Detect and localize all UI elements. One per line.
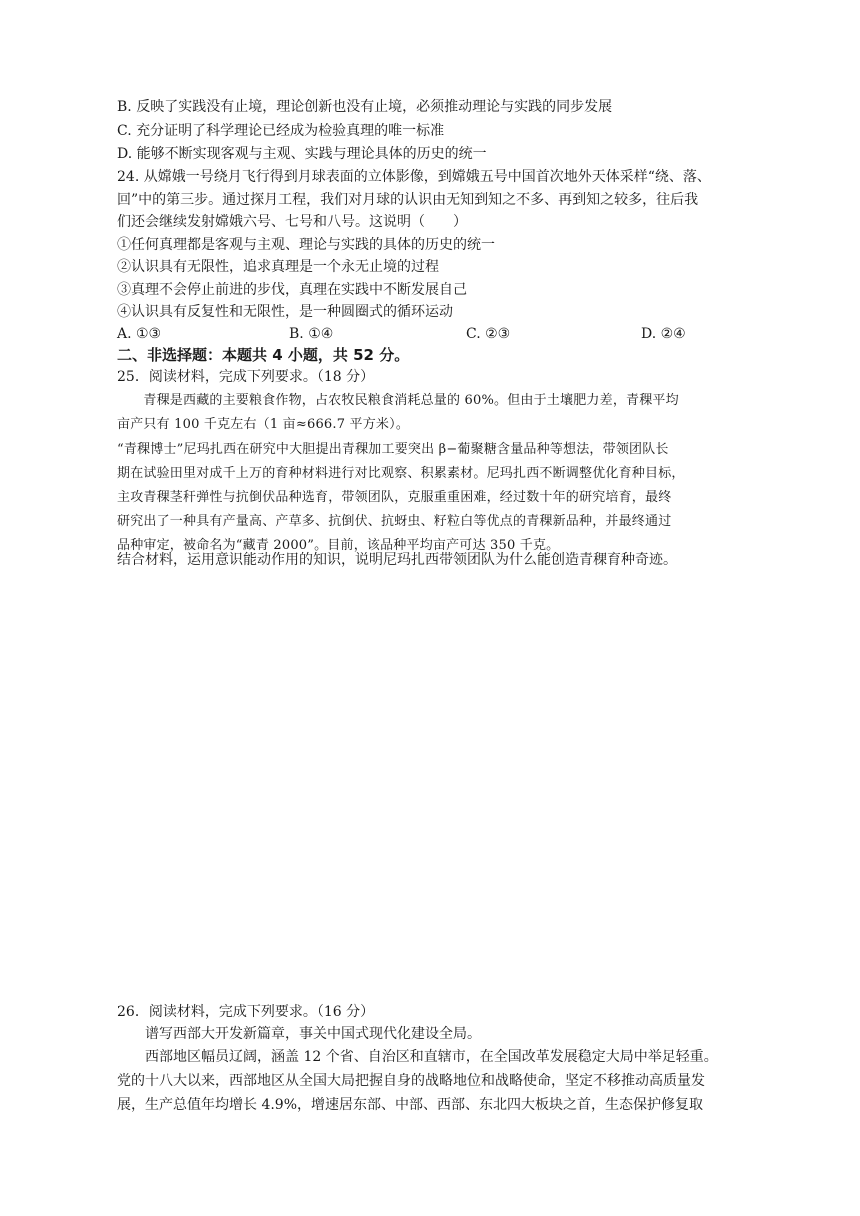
q24-statement-4: ④认识具有反复性和无限性，是一种圆圈式的循环运动 — [117, 304, 453, 320]
q24-statement-1: ①任何真理都是客观与主观、理论与实践的具体的历史的统一 — [117, 237, 495, 253]
q26-material-line-4: 展，生产总值年均增长 4.9%，增速居东部、中部、西部、东北四大板块之首，生态保护修复取 — [117, 1097, 704, 1113]
q25-material-line-7: 品种审定，被命名为“藏青 2000”。目前，该品种平均亩产可达 350 千克。 — [117, 538, 560, 553]
q23-option-d: D. 能够不断实现客观与主观、实践与理论具体的历史的统一 — [117, 146, 487, 162]
q25-material-line-5: 主攻青稞茎秆弹性与抗倒伏品种选育，带领团队，克服重重困难，经过数十年的研究培育，最终 — [117, 490, 672, 505]
q23-option-b: B. 反映了实践没有止境，理论创新也没有止境，必须推动理论与实践的同步发展 — [117, 99, 613, 115]
q24-choice-c: C. ②③ — [466, 326, 511, 342]
q25-material-line-2: 亩产只有 100 千克左右（1 亩≈666.7 平方米）。 — [117, 417, 410, 432]
q25-material-line-4: 期在试验田里对成千上万的育种材料进行对比观察、积累素材。尼玛扎西不断调整优化育种目标， — [117, 466, 685, 481]
q26-material-line-2: 西部地区幅员辽阔，涵盖 12 个省、自治区和直辖市，在全国改革发展稳定大局中举足轻重。 — [117, 1049, 718, 1065]
q24-choice-b: B. ①④ — [289, 326, 334, 342]
q24-statement-3: ③真理不会停止前进的步伐，真理在实践中不断发展自己 — [117, 282, 467, 298]
q25-material-line-6: 研究出了一种具有产量高、产草多、抗倒伏、抗蚜虫、籽粒白等优点的青稞新品种，并最终通过 — [117, 514, 672, 529]
q25-heading: 25．阅读材料，完成下列要求。（18 分） — [117, 369, 375, 385]
q24-stem-line-3: 们还会继续发射嫦娥六号、七号和八号。这说明（ ） — [117, 214, 467, 230]
q25-material-line-1: 青稞是西藏的主要粮食作物，占农牧民粮食消耗总量的 60%。但由于土壤肥力差，青稞平均 — [117, 393, 679, 408]
q24-choice-d: D. ②④ — [641, 326, 686, 342]
section-2-title: 二、非选择题：本题共 4 小题，共 52 分。 — [117, 346, 410, 364]
q25-task: 结合材料，运用意识能动作用的知识，说明尼玛扎西带领团队为什么能创造青稞育种奇迹。 — [117, 552, 677, 568]
q25-material-line-3: “青稞博士”尼玛扎西在研究中大胆提出青稞加工要突出 β−葡聚糖含量品种等想法，带领团队长 — [117, 442, 669, 457]
q26-material-line-1: 谱写西部大开发新篇章，事关中国式现代化建设全局。 — [117, 1026, 481, 1042]
q24-choice-a: A. ①③ — [117, 326, 162, 342]
q26-material-line-3: 党的十八大以来，西部地区从全国大局把握自身的战略地位和战略使命，坚定不移推动高质量发 — [117, 1073, 705, 1089]
q23-option-c: C. 充分证明了科学理论已经成为检验真理的唯一标准 — [117, 123, 445, 139]
q24-statement-2: ②认识具有无限性，追求真理是一个永无止境的过程 — [117, 259, 439, 275]
q26-heading: 26．阅读材料，完成下列要求。（16 分） — [117, 1004, 375, 1020]
q24-choices — [117, 326, 757, 344]
q24-stem-line-2: 回”中的第三步。通过探月工程，我们对月球的认识由无知到知之不多、再到知之较多，往后我 — [117, 192, 699, 208]
q24-stem-line-1: 24. 从嫦娥一号绕月飞行得到月球表面的立体影像，到嫦娥五号中国首次地外天体采样“绕、落、 — [117, 169, 711, 185]
